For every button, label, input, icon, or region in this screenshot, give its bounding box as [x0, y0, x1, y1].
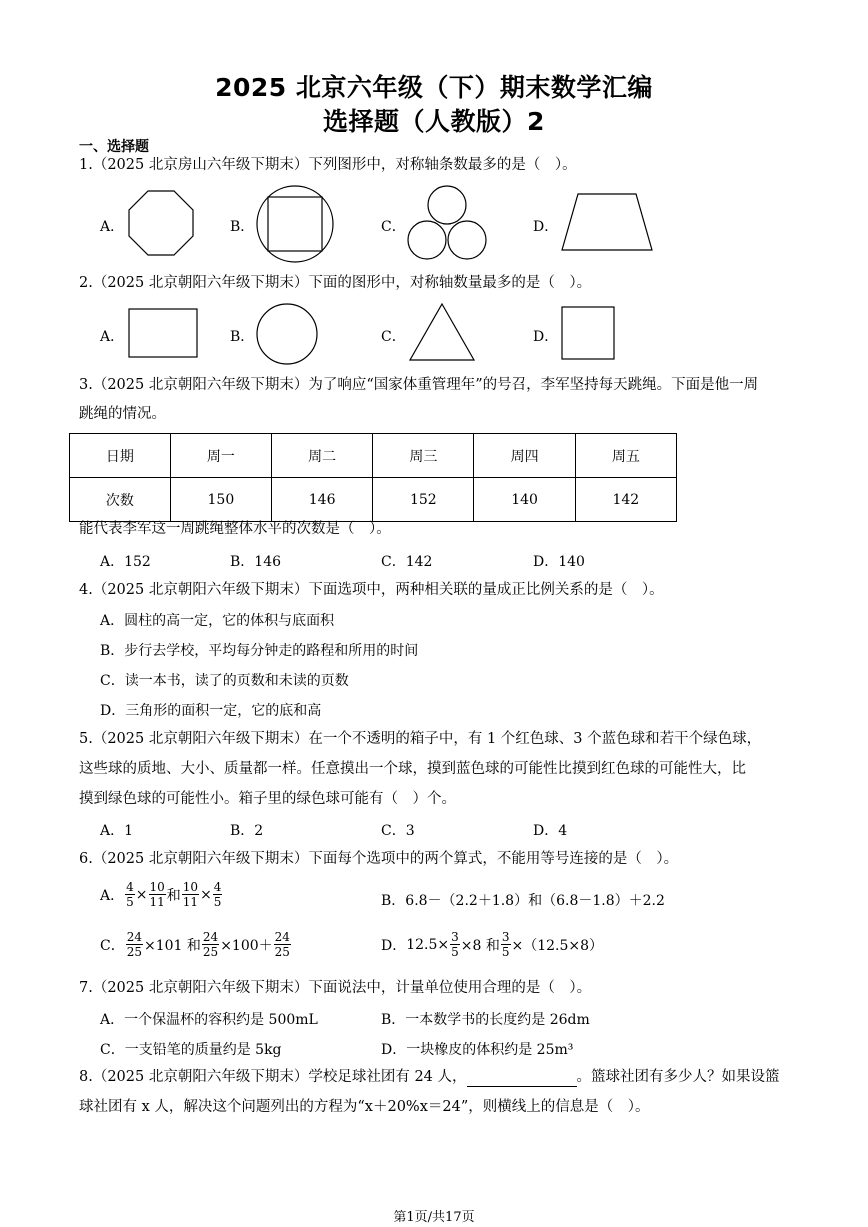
q5-option-c: C．3: [381, 823, 415, 839]
q8-line2: 球社团有 x 人，解决这个问题列出的方程为“x＋20%x＝24”，则横线上的信息是（ ）。: [79, 1099, 650, 1115]
q1-stem: 1.（2025 北京房山六年级下期末）下列图形中，对称轴条数最多的是（ ）。: [79, 157, 577, 173]
q1-label-c: C．: [381, 219, 406, 235]
fraction: [125, 880, 135, 909]
table-header-cell: 周五: [575, 434, 676, 478]
rectangle-shape: [128, 308, 198, 358]
q6-a-label: A．: [100, 887, 125, 904]
q5-line1: 5.（2025 北京朝阳六年级下期末）在一个不透明的箱子中，有 1 个红色球、3 个蓝色球和若干个绿色球，: [79, 731, 762, 747]
numerator: 4: [213, 880, 222, 894]
expr-text: 12.5×: [406, 936, 450, 953]
three-circles-shape: [406, 185, 488, 261]
q3-option-c: C．142: [381, 554, 433, 570]
q8-line1-end: 。篮球社团有多少人？如果设篮: [576, 1069, 780, 1085]
answer-blank-line: [467, 1072, 577, 1087]
q7-option-c: C．一支铅笔的质量约是 5kg: [100, 1042, 282, 1058]
q5-option-a: A．1: [100, 823, 134, 839]
q3-option-a: A．152: [100, 554, 151, 570]
fraction: [202, 930, 219, 959]
fraction: [501, 930, 511, 959]
triangle-shape: [409, 303, 475, 361]
numerator: 4: [126, 880, 134, 894]
q7-option-d: D．一块橡皮的体积约是 25m³: [381, 1042, 574, 1058]
fraction: [274, 930, 291, 959]
q1-label-a: A．: [100, 219, 125, 235]
q6-option-c: [100, 930, 292, 959]
q4-option-b: B．步行去学校，平均每分钟走的路程和所用的时间: [100, 643, 419, 659]
document-subtitle: 选择题（人教版）2: [323, 107, 545, 136]
q5-line2: 这些球的质地、大小、质量都一样。任意摸出一个球，摸到蓝色球的可能性比摸到红色球的可能性大，比: [79, 761, 746, 777]
denominator: 25: [202, 945, 219, 959]
q6-c-label: C．: [100, 937, 125, 954]
table-cell: 152: [373, 478, 474, 522]
table-header-cell: 周四: [474, 434, 575, 478]
numerator: 24: [126, 930, 142, 944]
q3-stem-line2: 跳绳的情况。: [79, 406, 166, 422]
times-sign: ×: [200, 886, 212, 903]
q6-option-b: B．6.8－（2.2＋1.8）和（6.8－1.8）＋2.2: [381, 893, 665, 909]
trapezoid-shape: [561, 193, 653, 251]
denominator: 5: [501, 945, 510, 959]
document-title: 2025 北京六年级（下）期末数学汇编: [215, 73, 653, 102]
numerator: 24: [202, 930, 219, 944]
denominator: 5: [451, 945, 459, 959]
table-header-row: [70, 434, 677, 478]
q1-label-b: B．: [230, 219, 255, 235]
circle-shape: [256, 303, 318, 365]
q5-option-b: B．2: [230, 823, 264, 839]
denominator: 11: [182, 895, 199, 909]
numerator: 3: [451, 930, 459, 944]
table-header-cell: 周一: [170, 434, 271, 478]
q6-d-label: D．: [381, 937, 407, 954]
q4-option-a: A．圆柱的高一定，它的体积与底面积: [100, 613, 335, 629]
q7-stem: 7.（2025 北京朝阳六年级下期末）下面说法中，计量单位使用合理的是（ ）。: [79, 980, 592, 996]
denominator: 11: [149, 895, 165, 909]
q3-stem-line1: 3.（2025 北京朝阳六年级下期末）为了响应“国家体重管理年”的号召，李军坚持每天跳绳。下面是他一周: [79, 377, 759, 393]
page-number: 第1页/共17页: [393, 1210, 475, 1225]
fraction: [213, 880, 223, 909]
expr-text: ×8 和: [460, 937, 500, 954]
octagon-shape: [128, 190, 194, 256]
q4-option-d: D．三角形的面积一定，它的底和高: [100, 703, 322, 719]
q2-label-a: A．: [100, 329, 125, 345]
denominator: 25: [274, 945, 290, 959]
numerator: 24: [274, 930, 290, 944]
denominator: 5: [126, 895, 134, 909]
section-heading: 一、选择题: [79, 139, 149, 155]
numerator: 3: [501, 930, 510, 944]
q5-option-d: D．4: [533, 823, 568, 839]
denominator: 5: [213, 895, 222, 909]
q4-option-c: C．读一本书，读了的页数和未读的页数: [100, 673, 349, 689]
jump-rope-table: [69, 433, 677, 522]
square-in-circle-shape: [256, 185, 334, 263]
denominator: 25: [126, 945, 142, 959]
q2-label-b: B．: [230, 329, 255, 345]
q8-line1: [79, 1067, 780, 1087]
table-row: [70, 478, 677, 522]
q3-question: 能代表李军这一周跳绳整体水平的次数是（ ）。: [79, 521, 391, 537]
table-cell: 次数: [70, 478, 171, 522]
table-cell: 142: [575, 478, 676, 522]
fraction: [126, 930, 143, 959]
table-header-cell: 周三: [373, 434, 474, 478]
q6-stem: 6.（2025 北京朝阳六年级下期末）下面每个选项中的两个算式，不能用等号连接的是（ ）。: [79, 851, 679, 867]
table-cell: 150: [170, 478, 271, 522]
q2-label-c: C．: [381, 329, 406, 345]
table-header-cell: 周二: [272, 434, 373, 478]
numerator: 10: [182, 880, 199, 894]
q3-option-d: D．140: [533, 554, 585, 570]
expr-text: ×101 和: [144, 937, 201, 954]
q8-line1-start: 8.（2025 北京朝阳六年级下期末）学校足球社团有 24 人，: [79, 1069, 467, 1085]
q6-option-d: [381, 930, 603, 959]
q4-stem: 4.（2025 北京朝阳六年级下期末）下面选项中，两种相关联的量成正比例关系的是（ ）。: [79, 582, 664, 598]
fraction: [182, 880, 199, 909]
times-sign: ×: [135, 886, 148, 903]
q6-option-a: [100, 880, 223, 909]
expr-text: ×100＋: [220, 937, 273, 954]
q7-option-b: B．一本数学书的长度约是 26dm: [381, 1012, 590, 1028]
expr-text: ×（12.5×8）: [511, 937, 604, 954]
q2-stem: 2.（2025 北京朝阳六年级下期末）下面的图形中，对称轴数量最多的是（ ）。: [79, 275, 592, 291]
fraction: [450, 930, 460, 959]
q3-option-b: B．146: [230, 554, 282, 570]
q1-label-d: D．: [533, 219, 559, 235]
table-cell: 140: [474, 478, 575, 522]
table-cell: 146: [272, 478, 373, 522]
and-word: 和: [166, 887, 181, 904]
q5-line3: 摸到绿色球的可能性小。箱子里的绿色球可能有（ ）个。: [79, 791, 456, 807]
q2-label-d: D．: [533, 329, 559, 345]
numerator: 10: [149, 880, 165, 894]
q7-option-a: A．一个保温杯的容积约是 500mL: [100, 1012, 318, 1028]
fraction: [149, 880, 166, 909]
square-shape: [561, 306, 615, 360]
table-header-cell: 日期: [70, 434, 171, 478]
